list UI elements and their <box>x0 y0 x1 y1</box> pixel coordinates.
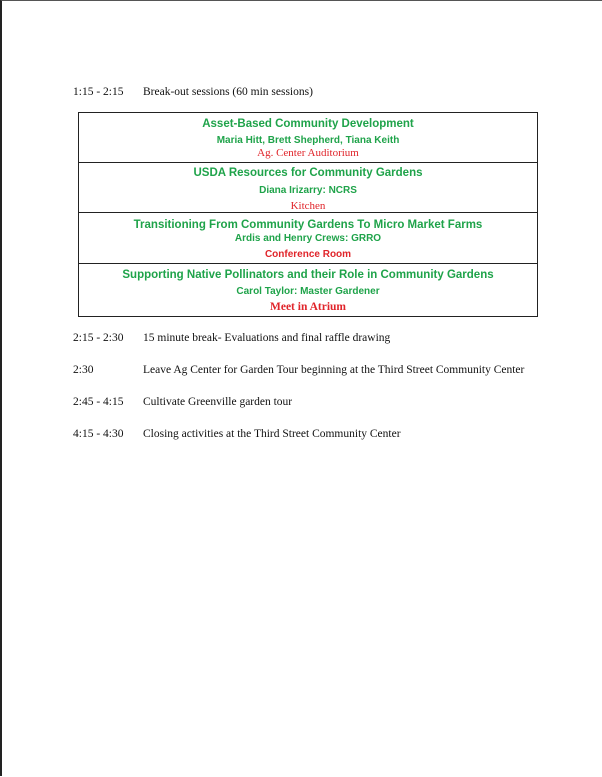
session-block <box>79 213 537 264</box>
session-room: Ag. Center Auditorium <box>257 147 359 159</box>
schedule-time: 1:15 - 2:15 <box>73 86 124 98</box>
schedule-description: Cultivate Greenville garden tour <box>143 396 293 408</box>
session-room: Meet in Atrium <box>269 301 346 313</box>
schedule-row-breakout <box>73 85 313 99</box>
session-room: Conference Room <box>264 249 352 260</box>
session-presenters: Maria Hitt, Brett Shepherd, Tiana Keith <box>216 135 400 146</box>
session-presenters: Carol Taylor: Master Gardener <box>236 286 380 297</box>
schedule-time: 2:15 - 2:30 <box>73 332 124 344</box>
session-room: Kitchen <box>290 200 326 212</box>
schedule-row-break <box>73 331 390 345</box>
session-block <box>79 264 537 316</box>
schedule-row-closing <box>73 427 401 441</box>
schedule-description: Leave Ag Center for Garden Tour beginning at the Third Street Community Center <box>143 364 525 376</box>
session-presenters: Diana Irizarry: NCRS <box>259 185 357 196</box>
breakout-sessions-table <box>78 112 538 317</box>
schedule-row-tour <box>73 395 292 409</box>
session-block <box>79 163 537 213</box>
schedule-description: 15 minute break- Evaluations and final raffle drawing <box>143 332 391 344</box>
schedule-row-leave <box>73 363 524 377</box>
schedule-time: 2:45 - 4:15 <box>73 396 124 408</box>
session-title: Supporting Native Pollinators and their Role in Community Gardens <box>122 269 494 281</box>
schedule-time: 4:15 - 4:30 <box>73 428 124 440</box>
session-block <box>79 113 537 163</box>
session-title: USDA Resources for Community Gardens <box>193 167 423 179</box>
schedule-time: 2:30 <box>73 364 94 376</box>
session-title: Transitioning From Community Gardens To Micro Market Farms <box>133 219 483 231</box>
schedule-description: Closing activities at the Third Street Community Center <box>143 428 401 440</box>
session-title: Asset-Based Community Development <box>202 118 414 130</box>
session-presenters: Ardis and Henry Crews: GRRO <box>234 233 382 244</box>
schedule-description: Break-out sessions (60 min sessions) <box>143 86 313 98</box>
